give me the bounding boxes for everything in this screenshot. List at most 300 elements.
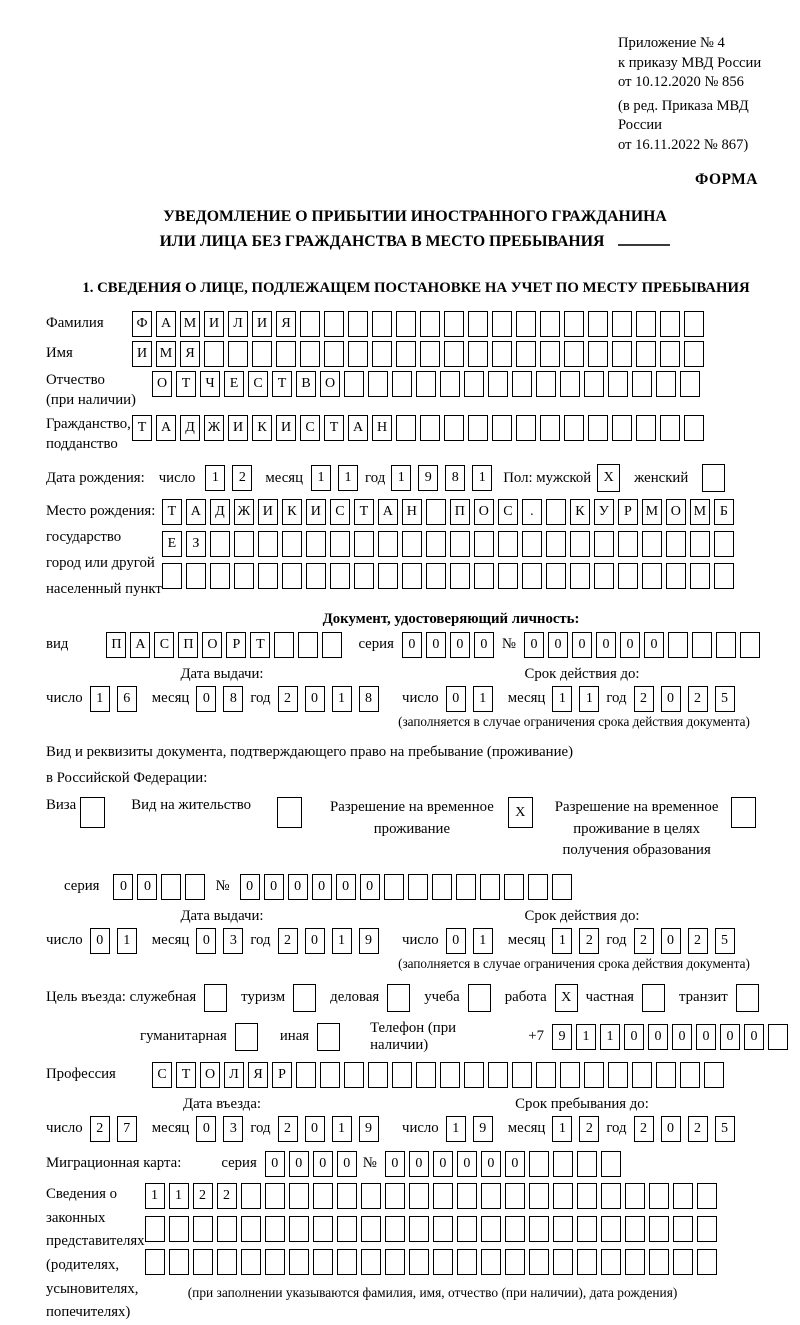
form-cell[interactable] [337, 1249, 357, 1275]
form-cell[interactable] [492, 311, 512, 337]
form-cell[interactable]: 0 [524, 632, 544, 658]
form-cell[interactable]: Ф [132, 311, 152, 337]
form-cell[interactable] [298, 632, 318, 658]
form-cell[interactable]: Т [250, 632, 270, 658]
form-cell[interactable] [361, 1183, 381, 1209]
form-cell[interactable]: 0 [240, 874, 260, 900]
purpose-business-checkbox[interactable] [387, 984, 414, 1012]
form-cell[interactable]: К [252, 415, 272, 441]
form-cell[interactable]: X [508, 797, 533, 828]
form-cell[interactable]: 9 [552, 1024, 572, 1050]
form-cell[interactable]: З [186, 531, 206, 557]
form-cell[interactable] [289, 1249, 309, 1275]
form-cell[interactable] [185, 874, 205, 900]
form-cell[interactable] [348, 311, 368, 337]
form-cell[interactable]: И [276, 415, 296, 441]
form-cell[interactable]: 0 [644, 632, 664, 658]
form-cell[interactable] [387, 984, 410, 1012]
form-cell[interactable] [564, 415, 584, 441]
form-cell[interactable]: У [594, 499, 614, 525]
form-cell[interactable] [337, 1183, 357, 1209]
form-cell[interactable] [252, 341, 272, 367]
form-cell[interactable] [529, 1249, 549, 1275]
form-cell[interactable] [740, 632, 760, 658]
form-cell[interactable] [768, 1024, 788, 1050]
form-cell[interactable]: 0 [305, 1116, 325, 1142]
form-cell[interactable]: С [300, 415, 320, 441]
form-cell[interactable] [372, 341, 392, 367]
form-cell[interactable]: 0 [337, 1151, 357, 1177]
purpose-humanitarian-checkbox[interactable] [235, 1023, 262, 1051]
form-cell[interactable] [396, 311, 416, 337]
form-cell[interactable] [632, 1062, 652, 1088]
form-cell[interactable] [282, 531, 302, 557]
purpose-other-checkbox[interactable] [317, 1023, 344, 1051]
form-cell[interactable] [505, 1216, 525, 1242]
form-cell[interactable]: 0 [289, 1151, 309, 1177]
form-cell[interactable]: 0 [572, 632, 592, 658]
form-cell[interactable]: 5 [715, 1116, 735, 1142]
form-cell[interactable]: Н [402, 499, 422, 525]
form-cell[interactable] [402, 531, 422, 557]
form-cell[interactable] [505, 1249, 525, 1275]
form-cell[interactable] [361, 1216, 381, 1242]
form-cell[interactable] [169, 1249, 189, 1275]
form-cell[interactable] [690, 531, 710, 557]
form-cell[interactable] [625, 1216, 645, 1242]
form-cell[interactable]: 1 [446, 1116, 466, 1142]
form-cell[interactable] [636, 415, 656, 441]
form-cell[interactable] [235, 1023, 258, 1051]
form-cell[interactable] [608, 1062, 628, 1088]
form-cell[interactable]: 0 [113, 874, 133, 900]
temp-residence-checkbox[interactable] [508, 797, 537, 828]
form-cell[interactable] [80, 797, 105, 828]
form-cell[interactable]: 0 [474, 632, 494, 658]
form-cell[interactable]: 0 [481, 1151, 501, 1177]
form-cell[interactable]: М [180, 311, 200, 337]
form-cell[interactable]: 0 [313, 1151, 333, 1177]
form-cell[interactable] [354, 563, 374, 589]
form-cell[interactable]: 8 [445, 465, 465, 491]
form-cell[interactable]: 0 [450, 632, 470, 658]
form-cell[interactable]: 0 [305, 686, 325, 712]
form-cell[interactable]: 1 [117, 928, 137, 954]
form-cell[interactable] [601, 1216, 621, 1242]
form-cell[interactable]: Т [176, 1062, 196, 1088]
temp-residence-edu-checkbox[interactable] [731, 797, 760, 828]
form-cell[interactable] [313, 1249, 333, 1275]
form-cell[interactable]: 0 [433, 1151, 453, 1177]
form-cell[interactable] [306, 563, 326, 589]
form-cell[interactable]: 0 [288, 874, 308, 900]
form-cell[interactable] [481, 1249, 501, 1275]
form-cell[interactable] [516, 415, 536, 441]
form-cell[interactable] [293, 984, 316, 1012]
form-cell[interactable]: 2 [634, 928, 654, 954]
form-cell[interactable] [492, 341, 512, 367]
form-cell[interactable] [322, 632, 342, 658]
form-cell[interactable]: А [378, 499, 398, 525]
form-cell[interactable] [540, 311, 560, 337]
form-cell[interactable] [186, 563, 206, 589]
purpose-work-checkbox[interactable] [555, 984, 582, 1012]
form-cell[interactable] [457, 1249, 477, 1275]
form-cell[interactable]: Ж [234, 499, 254, 525]
form-cell[interactable]: X [555, 984, 578, 1012]
form-cell[interactable] [368, 371, 388, 397]
form-cell[interactable]: Е [162, 531, 182, 557]
form-cell[interactable]: О [474, 499, 494, 525]
form-cell[interactable] [714, 531, 734, 557]
form-cell[interactable] [204, 984, 227, 1012]
form-cell[interactable] [736, 984, 759, 1012]
form-cell[interactable] [433, 1216, 453, 1242]
form-cell[interactable] [570, 531, 590, 557]
form-cell[interactable]: И [252, 311, 272, 337]
form-cell[interactable]: 2 [688, 1116, 708, 1142]
form-cell[interactable]: Л [224, 1062, 244, 1088]
form-cell[interactable] [584, 1062, 604, 1088]
form-cell[interactable] [228, 341, 248, 367]
form-cell[interactable] [420, 311, 440, 337]
form-cell[interactable] [512, 1062, 532, 1088]
form-cell[interactable] [529, 1151, 549, 1177]
form-cell[interactable] [697, 1249, 717, 1275]
form-cell[interactable] [498, 563, 518, 589]
form-cell[interactable] [516, 311, 536, 337]
form-cell[interactable] [258, 531, 278, 557]
form-cell[interactable] [440, 371, 460, 397]
form-cell[interactable] [584, 371, 604, 397]
form-cell[interactable] [668, 632, 688, 658]
form-cell[interactable] [488, 371, 508, 397]
form-cell[interactable] [396, 341, 416, 367]
form-cell[interactable]: И [204, 311, 224, 337]
form-cell[interactable] [210, 531, 230, 557]
form-cell[interactable]: Т [354, 499, 374, 525]
form-cell[interactable] [612, 341, 632, 367]
form-cell[interactable]: М [156, 341, 176, 367]
form-cell[interactable]: 1 [311, 465, 331, 491]
form-cell[interactable] [540, 341, 560, 367]
form-cell[interactable] [456, 874, 476, 900]
form-cell[interactable]: С [154, 632, 174, 658]
form-cell[interactable]: 1 [552, 686, 572, 712]
form-cell[interactable]: 0 [312, 874, 332, 900]
form-cell[interactable] [673, 1216, 693, 1242]
form-cell[interactable] [265, 1216, 285, 1242]
form-cell[interactable]: 0 [457, 1151, 477, 1177]
form-cell[interactable] [217, 1249, 237, 1275]
form-cell[interactable] [385, 1216, 405, 1242]
form-cell[interactable] [625, 1183, 645, 1209]
form-cell[interactable]: П [178, 632, 198, 658]
form-cell[interactable] [697, 1183, 717, 1209]
form-cell[interactable] [704, 1062, 724, 1088]
form-cell[interactable]: Т [272, 371, 292, 397]
form-cell[interactable]: 0 [196, 686, 216, 712]
form-cell[interactable]: 2 [579, 1116, 599, 1142]
form-cell[interactable] [474, 531, 494, 557]
form-cell[interactable] [313, 1216, 333, 1242]
form-cell[interactable]: Н [372, 415, 392, 441]
form-cell[interactable]: 3 [223, 1116, 243, 1142]
form-cell[interactable] [324, 341, 344, 367]
gender-male-checkbox[interactable] [597, 464, 624, 492]
form-cell[interactable]: Я [248, 1062, 268, 1088]
form-cell[interactable] [432, 874, 452, 900]
form-cell[interactable] [409, 1183, 429, 1209]
form-cell[interactable] [632, 371, 652, 397]
form-cell[interactable] [673, 1183, 693, 1209]
form-cell[interactable] [440, 1062, 460, 1088]
form-cell[interactable] [409, 1216, 429, 1242]
form-cell[interactable]: А [130, 632, 150, 658]
form-cell[interactable]: . [522, 499, 542, 525]
form-cell[interactable]: 0 [196, 928, 216, 954]
form-cell[interactable] [702, 464, 725, 492]
form-cell[interactable]: 0 [596, 632, 616, 658]
form-cell[interactable]: С [248, 371, 268, 397]
form-cell[interactable] [162, 563, 182, 589]
form-cell[interactable] [642, 563, 662, 589]
form-cell[interactable]: 1 [473, 928, 493, 954]
form-cell[interactable] [426, 531, 446, 557]
form-cell[interactable]: К [282, 499, 302, 525]
form-cell[interactable]: И [306, 499, 326, 525]
form-cell[interactable]: К [570, 499, 590, 525]
form-cell[interactable]: Ж [204, 415, 224, 441]
form-cell[interactable] [636, 311, 656, 337]
form-cell[interactable]: 1 [473, 686, 493, 712]
form-cell[interactable]: 0 [446, 686, 466, 712]
form-cell[interactable] [553, 1216, 573, 1242]
form-cell[interactable] [522, 563, 542, 589]
form-cell[interactable]: 1 [169, 1183, 189, 1209]
form-cell[interactable] [618, 563, 638, 589]
form-cell[interactable]: 0 [661, 928, 681, 954]
form-cell[interactable] [577, 1249, 597, 1275]
form-cell[interactable]: 1 [332, 928, 352, 954]
form-cell[interactable] [560, 371, 580, 397]
form-cell[interactable] [488, 1062, 508, 1088]
form-cell[interactable]: 1 [579, 686, 599, 712]
form-cell[interactable]: С [152, 1062, 172, 1088]
form-cell[interactable]: Л [228, 311, 248, 337]
form-cell[interactable] [300, 311, 320, 337]
form-cell[interactable]: И [258, 499, 278, 525]
form-cell[interactable]: 0 [548, 632, 568, 658]
form-cell[interactable] [680, 371, 700, 397]
form-cell[interactable]: А [348, 415, 368, 441]
form-cell[interactable]: О [152, 371, 172, 397]
form-cell[interactable] [492, 415, 512, 441]
form-cell[interactable] [433, 1249, 453, 1275]
form-cell[interactable] [692, 632, 712, 658]
form-cell[interactable] [241, 1216, 261, 1242]
form-cell[interactable] [457, 1183, 477, 1209]
form-cell[interactable] [276, 341, 296, 367]
form-cell[interactable] [684, 311, 704, 337]
form-cell[interactable] [577, 1151, 597, 1177]
form-cell[interactable] [330, 563, 350, 589]
form-cell[interactable] [660, 311, 680, 337]
form-cell[interactable]: 9 [473, 1116, 493, 1142]
form-cell[interactable] [433, 1183, 453, 1209]
form-cell[interactable] [570, 563, 590, 589]
form-cell[interactable]: 0 [265, 1151, 285, 1177]
form-cell[interactable] [444, 415, 464, 441]
form-cell[interactable]: 2 [634, 686, 654, 712]
purpose-study-checkbox[interactable] [468, 984, 495, 1012]
form-cell[interactable] [601, 1183, 621, 1209]
form-cell[interactable] [601, 1249, 621, 1275]
purpose-transit-checkbox[interactable] [736, 984, 763, 1012]
form-cell[interactable] [258, 563, 278, 589]
form-cell[interactable]: 0 [744, 1024, 764, 1050]
form-cell[interactable] [265, 1183, 285, 1209]
form-cell[interactable]: 0 [720, 1024, 740, 1050]
form-cell[interactable] [368, 1062, 388, 1088]
form-cell[interactable] [300, 341, 320, 367]
form-cell[interactable] [504, 874, 524, 900]
form-cell[interactable]: 0 [336, 874, 356, 900]
form-cell[interactable] [468, 984, 491, 1012]
form-cell[interactable]: X [597, 464, 620, 492]
form-cell[interactable] [426, 563, 446, 589]
form-cell[interactable] [684, 415, 704, 441]
form-cell[interactable] [289, 1216, 309, 1242]
form-cell[interactable]: 0 [196, 1116, 216, 1142]
form-cell[interactable] [577, 1216, 597, 1242]
form-cell[interactable] [464, 371, 484, 397]
form-cell[interactable]: 0 [90, 928, 110, 954]
form-cell[interactable] [474, 563, 494, 589]
form-cell[interactable] [546, 531, 566, 557]
form-cell[interactable]: 2 [90, 1116, 110, 1142]
gender-female-checkbox[interactable] [702, 464, 729, 492]
form-cell[interactable]: 0 [661, 1116, 681, 1142]
residence-permit-checkbox[interactable] [277, 797, 306, 828]
form-cell[interactable]: И [228, 415, 248, 441]
form-cell[interactable] [680, 1062, 700, 1088]
form-cell[interactable]: Д [210, 499, 230, 525]
form-cell[interactable] [690, 563, 710, 589]
form-cell[interactable]: 2 [278, 928, 298, 954]
form-cell[interactable]: 0 [661, 686, 681, 712]
form-cell[interactable]: Ч [200, 371, 220, 397]
form-cell[interactable] [416, 1062, 436, 1088]
form-cell[interactable] [193, 1249, 213, 1275]
form-cell[interactable] [594, 563, 614, 589]
form-cell[interactable]: 2 [688, 686, 708, 712]
form-cell[interactable]: О [320, 371, 340, 397]
form-cell[interactable] [145, 1216, 165, 1242]
form-cell[interactable] [289, 1183, 309, 1209]
visa-checkbox[interactable] [80, 797, 109, 828]
form-cell[interactable]: 0 [696, 1024, 716, 1050]
form-cell[interactable] [348, 341, 368, 367]
form-cell[interactable] [649, 1216, 669, 1242]
form-cell[interactable] [666, 531, 686, 557]
form-cell[interactable]: И [132, 341, 152, 367]
form-cell[interactable] [320, 1062, 340, 1088]
form-cell[interactable] [618, 531, 638, 557]
form-cell[interactable]: Е [224, 371, 244, 397]
form-cell[interactable] [344, 1062, 364, 1088]
form-cell[interactable]: 0 [426, 632, 446, 658]
form-cell[interactable] [193, 1216, 213, 1242]
form-cell[interactable] [516, 341, 536, 367]
purpose-official-checkbox[interactable] [204, 984, 231, 1012]
form-cell[interactable] [416, 371, 436, 397]
form-cell[interactable]: 0 [624, 1024, 644, 1050]
form-cell[interactable] [660, 341, 680, 367]
form-cell[interactable]: С [498, 499, 518, 525]
form-cell[interactable] [731, 797, 756, 828]
form-cell[interactable]: 8 [223, 686, 243, 712]
form-cell[interactable]: 2 [278, 686, 298, 712]
form-cell[interactable]: 2 [278, 1116, 298, 1142]
form-cell[interactable] [564, 341, 584, 367]
form-cell[interactable] [277, 797, 302, 828]
form-cell[interactable]: Я [276, 311, 296, 337]
form-cell[interactable] [594, 531, 614, 557]
form-cell[interactable] [450, 531, 470, 557]
form-cell[interactable] [378, 563, 398, 589]
form-cell[interactable]: 9 [418, 465, 438, 491]
form-cell[interactable]: Д [180, 415, 200, 441]
form-cell[interactable] [649, 1249, 669, 1275]
form-cell[interactable]: 3 [223, 928, 243, 954]
form-cell[interactable] [468, 311, 488, 337]
form-cell[interactable]: 1 [205, 465, 225, 491]
purpose-tourism-checkbox[interactable] [293, 984, 320, 1012]
form-cell[interactable]: С [330, 499, 350, 525]
form-cell[interactable]: М [642, 499, 662, 525]
form-cell[interactable] [282, 563, 302, 589]
form-cell[interactable]: 1 [552, 928, 572, 954]
form-cell[interactable]: О [202, 632, 222, 658]
form-cell[interactable] [444, 311, 464, 337]
form-cell[interactable]: 0 [360, 874, 380, 900]
form-cell[interactable] [512, 371, 532, 397]
form-cell[interactable]: 9 [359, 1116, 379, 1142]
form-cell[interactable] [656, 371, 676, 397]
form-cell[interactable] [210, 563, 230, 589]
form-cell[interactable] [324, 311, 344, 337]
form-cell[interactable]: 1 [332, 1116, 352, 1142]
form-cell[interactable]: 1 [600, 1024, 620, 1050]
form-cell[interactable]: 1 [145, 1183, 165, 1209]
form-cell[interactable] [265, 1249, 285, 1275]
form-cell[interactable] [498, 531, 518, 557]
form-cell[interactable] [241, 1249, 261, 1275]
form-cell[interactable] [274, 632, 294, 658]
form-cell[interactable] [464, 1062, 484, 1088]
form-cell[interactable] [481, 1216, 501, 1242]
form-cell[interactable]: 1 [332, 686, 352, 712]
form-cell[interactable]: Я [180, 341, 200, 367]
form-cell[interactable] [546, 499, 566, 525]
form-cell[interactable]: 1 [472, 465, 492, 491]
form-cell[interactable]: 9 [359, 928, 379, 954]
form-cell[interactable] [656, 1062, 676, 1088]
form-cell[interactable] [161, 874, 181, 900]
form-cell[interactable] [378, 531, 398, 557]
form-cell[interactable]: П [450, 499, 470, 525]
